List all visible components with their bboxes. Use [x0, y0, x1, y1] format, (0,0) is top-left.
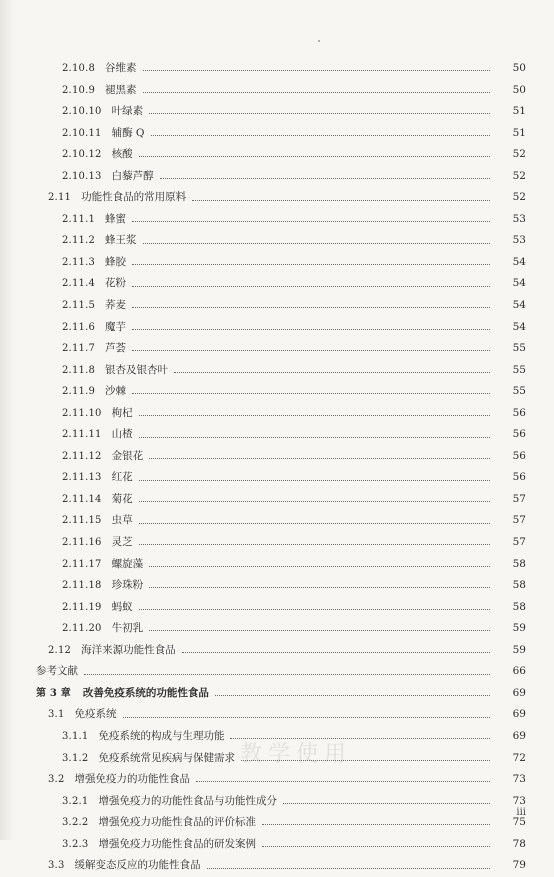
- toc-entry-title: 白藜芦醇: [111, 169, 154, 182]
- toc-entry-title: 辅酶 Q: [111, 126, 145, 139]
- dot-leader: [143, 243, 490, 244]
- toc-entry-number: 3.2.2: [62, 817, 89, 829]
- toc-entry-title: 荞麦: [105, 299, 127, 312]
- toc-entry-number: 2.11.20: [62, 623, 102, 635]
- toc-entry-title: 免疫系统: [74, 708, 117, 721]
- toc-entry-number: 2.11.11: [62, 429, 102, 441]
- toc-entry: [0, 575, 554, 597]
- toc-entry-page: 55: [512, 385, 526, 398]
- toc-entry-number: 2.11.9: [62, 386, 96, 398]
- toc-entry-title: 魔芋: [105, 320, 127, 333]
- toc-entry-page: 58: [512, 600, 526, 613]
- toc-entry-page: 56: [512, 449, 526, 462]
- toc-entry-page: 73: [512, 794, 526, 807]
- toc-entry: [0, 273, 554, 295]
- toc-entry-number: 2.11.8: [62, 364, 96, 376]
- toc-entry-number: 2.11: [48, 192, 72, 204]
- toc-entry-line: [62, 381, 496, 403]
- toc-entry-title: 山楂: [111, 428, 133, 441]
- toc-entry: [0, 252, 554, 274]
- toc-entry-page: 56: [512, 428, 526, 441]
- toc-entry-line: [62, 80, 496, 102]
- toc-entry-page: 79: [512, 859, 526, 872]
- toc-entry-title: 蜂蜜: [105, 212, 127, 225]
- toc-entry-title: 增强免疫力的功能性食品与功能性成分: [98, 794, 277, 807]
- toc-entry-number: 2.10.8: [62, 63, 96, 74]
- toc-entry-line: [62, 295, 496, 317]
- toc-entry-line: [62, 209, 496, 231]
- toc-entry: [0, 532, 554, 554]
- toc-entry: [0, 683, 554, 705]
- dot-leader: [262, 824, 490, 825]
- toc-entry-page: 57: [512, 514, 526, 527]
- dot-leader: [139, 609, 490, 610]
- dot-leader: [132, 264, 490, 265]
- toc-entry-number: 3.2.1: [62, 795, 89, 807]
- toc-entry-number: 2.11.7: [62, 343, 96, 355]
- toc-entry-page: 53: [512, 234, 526, 247]
- toc-entry-line: [62, 467, 496, 489]
- toc-entry-page: 78: [512, 837, 526, 850]
- toc-entry-title: 参考文献: [36, 665, 78, 678]
- toc-entry-page: 58: [512, 579, 526, 592]
- toc-entry-number: 2.11.15: [62, 515, 102, 527]
- toc-entry-number: 2.12: [48, 644, 72, 656]
- toc-entry-line: [48, 640, 496, 662]
- toc-entry-line: [36, 683, 496, 705]
- toc-entry-page: 59: [512, 643, 526, 656]
- dot-leader: [139, 437, 490, 438]
- dot-leader: [139, 156, 490, 157]
- dot-leader: [149, 630, 490, 631]
- toc-entry-title: 牛初乳: [111, 622, 144, 635]
- dot-leader: [174, 372, 490, 373]
- dot-leader: [132, 329, 490, 330]
- dot-leader: [182, 652, 490, 653]
- toc-entry-line: [62, 532, 496, 554]
- toc-entry-page: 69: [512, 686, 526, 699]
- toc-entry-number: 3.2: [48, 774, 65, 786]
- toc-entry-title: 免疫系统常见疾病与保健需求: [98, 751, 235, 764]
- toc-entry-line: [62, 618, 496, 640]
- toc-entry-title: 海洋来源功能性食品: [81, 643, 176, 656]
- dot-leader: [139, 415, 490, 416]
- toc-entry-title: 蜂胶: [105, 255, 127, 268]
- toc-entry-number: 2.11.4: [62, 278, 96, 290]
- toc-entry-page: 54: [512, 299, 526, 312]
- toc-entry-page: 51: [512, 105, 526, 118]
- dot-leader: [84, 674, 490, 675]
- dot-leader: [143, 70, 490, 71]
- toc-entry-page: 51: [512, 126, 526, 139]
- toc-entry-page: 50: [512, 83, 526, 96]
- toc-entry-line: [62, 597, 496, 619]
- toc-entry: [0, 209, 554, 231]
- toc-entry-page: 73: [512, 773, 526, 786]
- scan-speck: [318, 40, 320, 42]
- dot-leader: [149, 587, 490, 588]
- toc-entry-line: [48, 769, 496, 791]
- toc-entry-title: 改善免疫系统的功能性食品: [82, 686, 209, 699]
- toc-entry: [0, 704, 554, 726]
- dot-leader: [132, 307, 490, 308]
- toc-entry: [0, 338, 554, 360]
- toc-entry-title: 叶绿素: [111, 105, 144, 118]
- dot-leader: [123, 717, 490, 718]
- toc-entry-page: 53: [512, 212, 526, 225]
- toc-entry: [0, 489, 554, 511]
- toc-entry-line: [62, 791, 496, 813]
- toc-entry-title: 螺旋藻: [111, 557, 144, 570]
- dot-leader: [139, 501, 490, 502]
- dot-leader: [151, 135, 490, 136]
- toc-entry-title: 缓解变态反应的功能性食品: [74, 859, 201, 872]
- toc-entry-page: 66: [512, 665, 526, 678]
- dot-leader: [132, 393, 490, 394]
- toc-entry-page: 52: [512, 191, 526, 204]
- toc-entry-title: 增强免疫力功能性食品的评价标准: [98, 816, 256, 829]
- toc-entry-title: 沙棘: [105, 385, 127, 398]
- toc-entry-number: 3.1.1: [62, 730, 89, 742]
- dot-leader: [283, 803, 490, 804]
- toc-entry-line: [62, 123, 496, 145]
- dot-leader: [149, 113, 490, 114]
- toc-entry-number: 2.11.1: [62, 213, 96, 225]
- dot-leader: [139, 544, 490, 545]
- toc-entry-page: 56: [512, 406, 526, 419]
- toc-entry-line: [62, 403, 496, 425]
- toc-entry-line: [48, 704, 496, 726]
- watermark: 教学使用: [240, 742, 353, 767]
- toc-entry-page: 69: [512, 708, 526, 721]
- toc-entry: [0, 769, 554, 791]
- toc-entry-page: 54: [512, 277, 526, 290]
- toc-entry-number: 2.10.11: [62, 127, 102, 139]
- toc-entry-number: 2.11.6: [62, 321, 96, 333]
- toc-entry: [0, 144, 554, 166]
- toc-entry-line: [62, 360, 496, 382]
- toc-entry: [0, 295, 554, 317]
- toc-entry: [0, 360, 554, 382]
- toc-entry: [0, 510, 554, 532]
- toc-entry-title: 菊花: [111, 492, 133, 505]
- dot-leader: [132, 286, 490, 287]
- toc-entry-title: 增强免疫力功能性食品的研发案例: [98, 837, 256, 850]
- toc-entry-page: 54: [512, 320, 526, 333]
- toc-entry-line: [62, 575, 496, 597]
- toc-entry-line: [62, 424, 496, 446]
- toc-entry-title: 花粉: [105, 277, 127, 290]
- toc-entry-title: 银杏及银杏叶: [105, 363, 169, 376]
- toc-entry: [0, 597, 554, 619]
- toc-entry-title: 增强免疫力的功能性食品: [74, 773, 191, 786]
- toc-entry-page: 50: [512, 62, 526, 74]
- toc-entry-line: [62, 510, 496, 532]
- toc-entry: [0, 855, 554, 877]
- dot-leader: [132, 221, 490, 222]
- toc-entry: [0, 80, 554, 102]
- toc-entry: [0, 123, 554, 145]
- toc-entry-number: 3.1: [48, 709, 65, 721]
- dot-leader: [160, 178, 490, 179]
- dot-leader: [196, 781, 490, 782]
- toc-entry-number: 2.11.17: [62, 558, 102, 570]
- toc-entry-page: 72: [512, 751, 526, 764]
- toc-entry: [0, 403, 554, 425]
- folio-page-number: iii: [516, 807, 526, 818]
- toc-entry-page: 59: [512, 622, 526, 635]
- dot-leader: [143, 92, 490, 93]
- toc-entry-title: 褪黑素: [105, 83, 137, 96]
- toc-entry-title: 谷维素: [105, 62, 137, 74]
- toc-entry-line: [62, 166, 496, 188]
- toc-entry: [0, 381, 554, 403]
- toc-entry-number: 2.10.9: [62, 84, 96, 96]
- toc-entry-line: [62, 338, 496, 360]
- toc-entry-page: 55: [512, 342, 526, 355]
- dot-leader: [207, 868, 490, 869]
- toc-entry: [0, 554, 554, 576]
- dot-leader: [192, 200, 490, 201]
- toc-entry: [0, 618, 554, 640]
- toc-entry-line: [62, 273, 496, 295]
- toc-entry: [0, 661, 554, 683]
- toc-entry-line: [48, 855, 496, 877]
- toc-entry-page: 54: [512, 255, 526, 268]
- toc-entry: [0, 446, 554, 468]
- toc-entry-number: 2.11.18: [62, 580, 102, 592]
- toc-entry-number: 2.10.12: [62, 149, 102, 161]
- toc-entry-line: [62, 58, 496, 80]
- toc-entry-number: 2.11.10: [62, 407, 102, 419]
- toc-entry-title: 枸杞: [111, 406, 133, 419]
- toc-entry: [0, 58, 554, 80]
- toc-entry-number: 2.11.13: [62, 472, 102, 484]
- toc-entry: [0, 812, 554, 834]
- toc-entry-page: 56: [512, 471, 526, 484]
- toc-entry-line: [36, 661, 496, 683]
- toc-entry-title: 红花: [111, 471, 133, 484]
- toc-entry-number: 第 3 章: [36, 687, 71, 699]
- toc-entry-title: 核酸: [111, 148, 133, 161]
- toc-entry: [0, 166, 554, 188]
- toc-entry-page: 57: [512, 492, 526, 505]
- toc-entry: [0, 791, 554, 813]
- toc-entry-page: 69: [512, 729, 526, 742]
- toc-entry-line: [62, 554, 496, 576]
- toc-entry-number: 2.11.12: [62, 450, 102, 462]
- toc-entry-line: [62, 446, 496, 468]
- toc-entry-title: 蚂蚁: [111, 600, 133, 613]
- toc-entry-title: 珍珠粉: [111, 579, 144, 592]
- toc-entry-page: 57: [512, 536, 526, 549]
- toc-entry-title: 芦荟: [105, 342, 127, 355]
- toc-entry-page: 52: [512, 169, 526, 182]
- toc-entry-title: 灵芝: [111, 536, 133, 549]
- toc-entry-number: 2.11.16: [62, 537, 102, 549]
- dot-leader: [139, 480, 490, 481]
- toc-entry: [0, 467, 554, 489]
- toc-entry: [0, 230, 554, 252]
- toc-entry-number: 2.11.3: [62, 256, 96, 268]
- toc-entry-page: 52: [512, 148, 526, 161]
- toc-entry-number: 2.10.10: [62, 106, 102, 118]
- toc-entry: [0, 640, 554, 662]
- toc-entry-number: 2.10.13: [62, 170, 102, 182]
- toc-entry-line: [62, 489, 496, 511]
- toc-entry-number: 3.1.2: [62, 752, 89, 764]
- toc-entry-title: 金银花: [111, 449, 144, 462]
- toc-entry-line: [62, 230, 496, 252]
- toc-entry-number: 2.11.14: [62, 493, 102, 505]
- toc-entry: [0, 317, 554, 339]
- toc-entry-page: 58: [512, 557, 526, 570]
- toc-entry-title: 免疫系统的构成与生理功能: [98, 729, 225, 742]
- dot-leader: [262, 846, 490, 847]
- dot-leader: [149, 566, 490, 567]
- toc-entry-line: [48, 187, 496, 209]
- toc-entry-page: 75: [512, 816, 526, 829]
- toc-entry-number: 3.2.3: [62, 838, 89, 850]
- dot-leader: [139, 523, 490, 524]
- toc-entry: [0, 424, 554, 446]
- toc-entry-number: 2.11.5: [62, 300, 96, 312]
- toc-entry-number: 2.11.2: [62, 235, 96, 247]
- toc-entry: [0, 101, 554, 123]
- toc-entry-page: 55: [512, 363, 526, 376]
- dot-leader: [149, 458, 490, 459]
- toc-entry-title: 功能性食品的常用原料: [81, 191, 187, 204]
- dot-leader: [215, 695, 490, 696]
- toc-entry-line: [62, 812, 496, 834]
- toc-entry-title: 蜂王浆: [105, 234, 137, 247]
- toc-entry-line: [62, 834, 496, 856]
- toc-entry-line: [62, 252, 496, 274]
- toc-entry-line: [62, 101, 496, 123]
- toc-entry-line: [62, 317, 496, 339]
- toc-entry: [0, 187, 554, 209]
- toc-entry-number: 3.3: [48, 860, 65, 872]
- toc-entry: [0, 834, 554, 856]
- toc-entry-number: 2.11.19: [62, 601, 102, 613]
- dot-leader: [132, 350, 490, 351]
- toc-entry-title: 虫草: [111, 514, 133, 527]
- toc-entry-line: [62, 144, 496, 166]
